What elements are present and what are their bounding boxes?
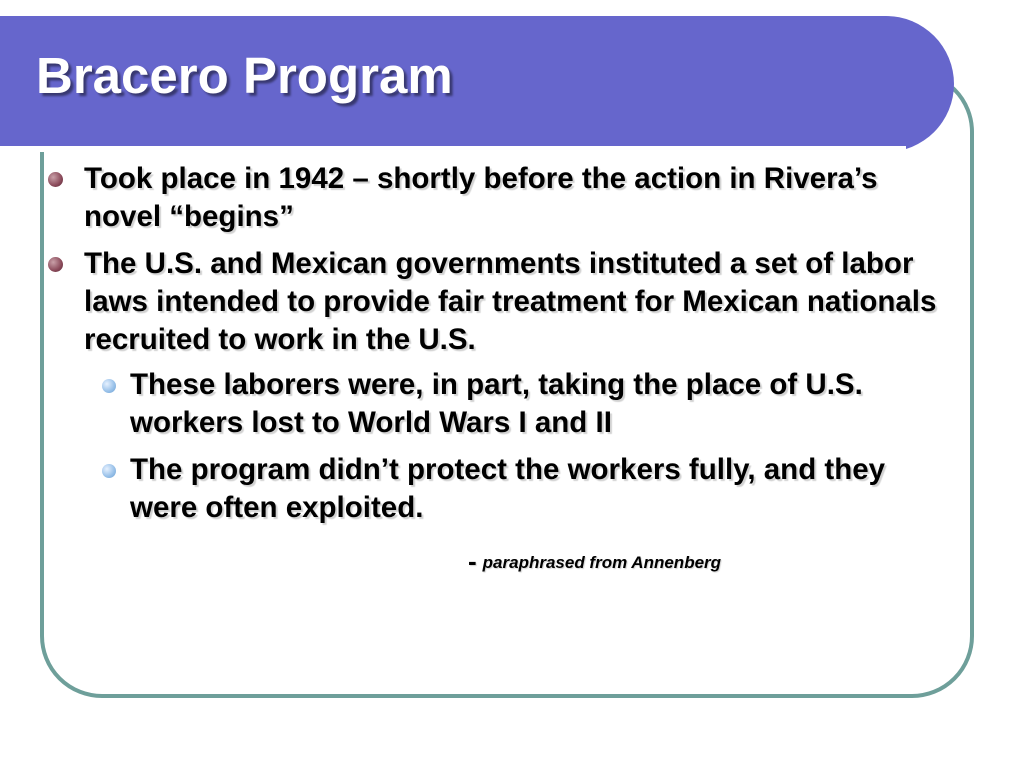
bullet-item xyxy=(46,245,956,527)
sub-bullet-text: These laborers were, in part, taking the place of U.S. workers lost to World Wars I and II xyxy=(130,368,863,439)
attribution xyxy=(468,546,721,577)
round-bullet-icon xyxy=(48,257,63,272)
slide-title: Bracero Program xyxy=(36,47,453,104)
attribution-text: paraphrased from Annenberg xyxy=(482,553,722,572)
bullet-text: Took place in 1942 – shortly before the action in Rivera’s novel “begins” xyxy=(84,162,878,233)
title-underline xyxy=(0,146,906,152)
round-sub-bullet-icon xyxy=(102,464,116,478)
bullet-text: The U.S. and Mexican governments instituted a set of labor laws intended to provide fair treatment for Mexican nationals recruited to work in the U.S. xyxy=(84,247,937,356)
attribution-dash: - xyxy=(468,546,477,576)
sub-bullet-text: The program didn’t protect the workers fully, and they were often exploited. xyxy=(130,453,886,524)
bullet-item xyxy=(46,160,956,236)
sub-bullet-item xyxy=(84,366,956,442)
sub-bullet-item xyxy=(84,451,956,527)
sub-bullet-list xyxy=(84,366,956,527)
round-sub-bullet-icon xyxy=(102,379,116,393)
round-bullet-icon xyxy=(48,172,63,187)
bullet-list xyxy=(46,160,956,536)
